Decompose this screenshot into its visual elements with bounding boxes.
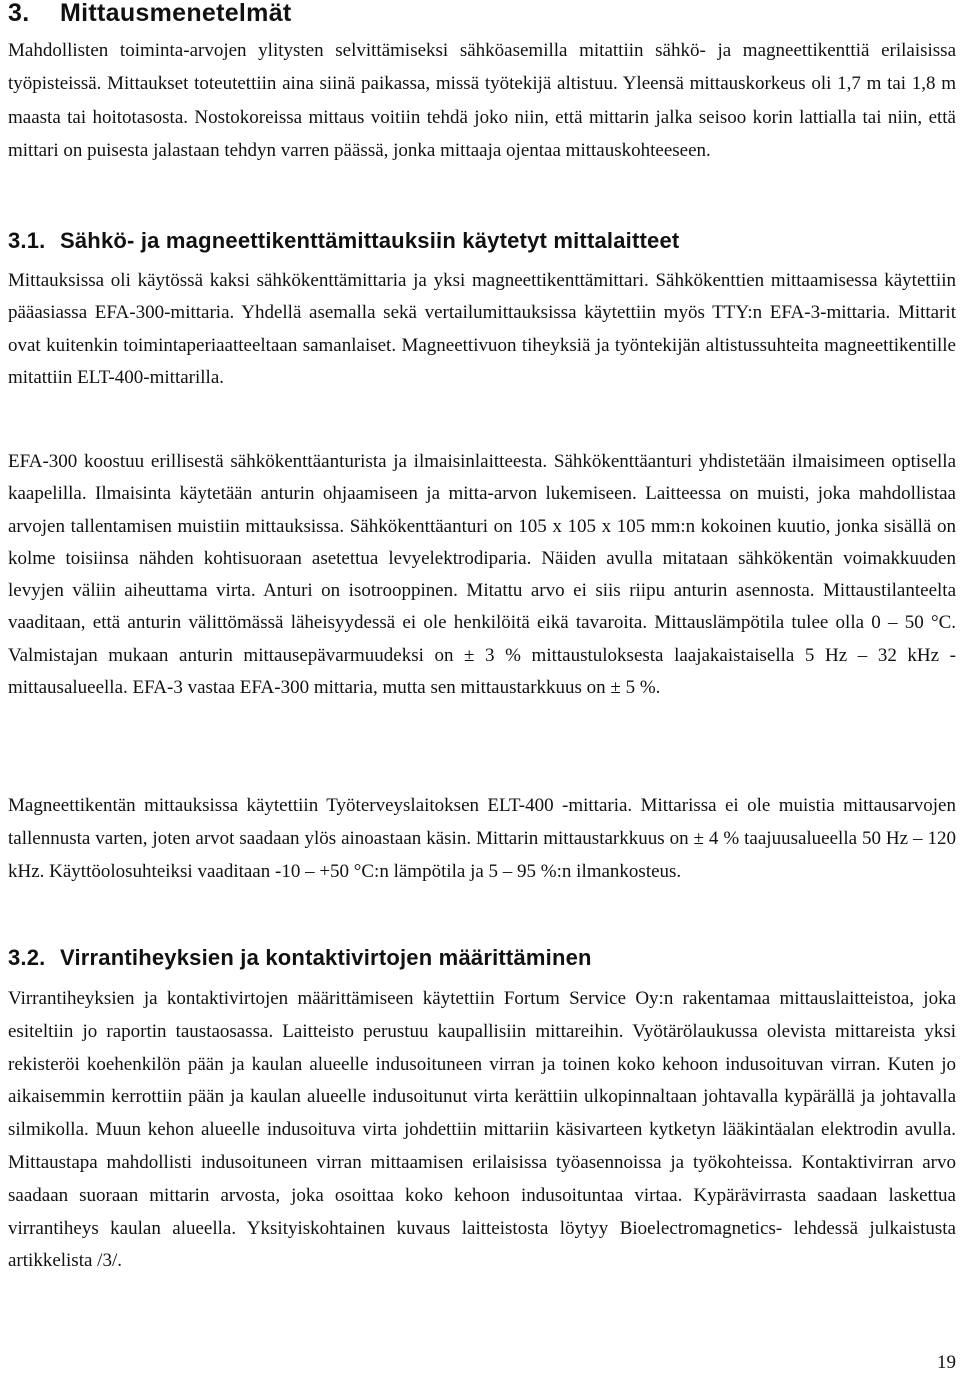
section-3-1-number: 3.1. xyxy=(8,228,46,253)
section-3-2-number: 3.2. xyxy=(8,945,46,970)
section-3-2-paragraph-1: Virrantiheyksien ja kontaktivirtojen määrittämiseen käytettiin Fortum Service Oy:n rakentamaa mittauslaitteistoa, joka esiteltiin jo raportin taustaosassa. Laitteisto perustuu kaupallisiin mittareihin. Vyötärölaukussa olevista mittareista yksi rekisteröi koehenkilön pään ja kaulan alueelle indusoituneen virran ja toinen koko kehoon indusoituvan virran. Kuten jo aikaisemmin kerrottiin pään ja kaulan alueelle indusoitunut virta kerättiin ulkopinnaltaan johtavalla kypärällä ja johtavalla silmikolla. Muun kehon alueelle indusoituva virta johdettiin mittariin käsivarteen kytketyn lääkintäalan elektrodin avulla. Mittaustapa mahdollisti indusoituneen virran mittaamisen erilaisissa työasennoissa ja työkohteissa. Kontaktivirran arvo saadaan suoraan mittarin arvosta, joka osoittaa koko kehoon indusoituntaa virtaa. Kypärävirrasta saadaan laskettua virrantiheys kaulan alueella. Yksityiskohtainen kuvaus laitteistosta löytyy Bioelectromagnetics- lehdessä julkaistusta artikkelista /3/. xyxy=(8,988,956,1272)
section-3-1-title: Sähkö- ja magneettikenttämittauksiin käytetyt mittalaitteet xyxy=(60,228,680,253)
section-3-1-paragraph-1: Mittauksissa oli käytössä kaksi sähkökenttämittaria ja yksi magneettikenttämittari. Sähkökenttien mittaamisessa käytettiin pääasiassa EFA-300-mittaria. Yhdellä asemalla sekä vertailumittauksissa käytettiin myös TTY:n EFA-3-mittaria. Mittarit ovat kuitenkin toimintaperiaatteeltaan samanlaiset. Magneettivuon tiheyksiä ja työntekijän altistussuhteita magneettikentille mitattiin ELT-400-mittarilla. xyxy=(8,270,956,389)
section-3-1-paragraph-2: EFA-300 koostuu erillisestä sähkökenttäanturista ja ilmaisinlaitteesta. Sähkökenttäanturi yhdistetään ilmaisimeen optisella kaapelilla. Ilmaisinta käytetään anturin ohjaamiseen ja mitta-arvon lukemiseen. Laitteessa on muisti, joka mahdollistaa arvojen tallentamisen muistiin mittauksissa. Sähkökenttäanturi on 105 x 105 x 105 mm:n kokoinen kuutio, jonka sisällä on kolme toisiinsa nähden kohtisuoraan asetettua levyelektrodiparia. Näiden avulla mitataan sähkökentän voimakkuuden levyjen väliin aiheuttama virta. Anturi on isotrooppinen. Mitattu arvo ei siis riipu anturin asennosta. Mittaustilanteelta vaaditaan, että anturin välittömässä läheisyydessä ei ole henkilöitä eikä tavaroita. Mittauslämpötila tulee olla 0 – 50 °C. Valmistajan mukaan anturin mittausepävarmuudeksi on ± 3 % mittaustuloksesta laajakaistaisella 5 Hz – 32 kHz -mittausalueella. EFA-3 vastaa EFA-300 mittaria, mutta sen mittaustarkkuus on ± 5 %. xyxy=(8,451,956,699)
section-3-1-heading xyxy=(8,228,679,254)
section-3-number: 3. xyxy=(8,0,30,27)
page-number: 19 xyxy=(937,1352,956,1373)
section-3-paragraph-1: Mahdollisten toiminta-arvojen ylitysten selvittämiseksi sähköasemilla mitattiin sähkö- ja magneettikenttiä erilaisissa työpisteissä. Mittaukset toteutettiin aina siinä paikassa, missä työtekijä altistuu. Yleensä mittauskorkeus oli 1,7 m tai 1,8 m maasta tai hoitotasosta. Nostokoreissa mittaus voitiin tehdä joko niin, että mittarin jalka seisoo korin lattialla tai niin, että mittari on puisesta jalastaan tehdyn varren päässä, jonka mittaaja ojentaa mittauskohteeseen. xyxy=(8,40,956,162)
section-3-title: Mittausmenetelmät xyxy=(60,0,292,27)
section-3-2-heading xyxy=(8,945,592,971)
section-3-1-paragraph-3: Magneettikentän mittauksissa käytettiin Työterveyslaitoksen ELT-400 -mittaria. Mittarissa ei ole muistia mittausarvojen tallennusta varten, joten arvot saadaan ylös ainoastaan käsin. Mittarin mittaustarkkuus on ± 4 % taajuusalueella 50 Hz – 120 kHz. Käyttöolosuhteiksi vaaditaan -10 – +50 °C:n lämpötila ja 5 – 95 %:n ilmankosteus. xyxy=(8,795,956,883)
section-3-heading xyxy=(8,0,292,28)
section-3-2-title: Virrantiheyksien ja kontaktivirtojen määrittäminen xyxy=(60,945,592,970)
